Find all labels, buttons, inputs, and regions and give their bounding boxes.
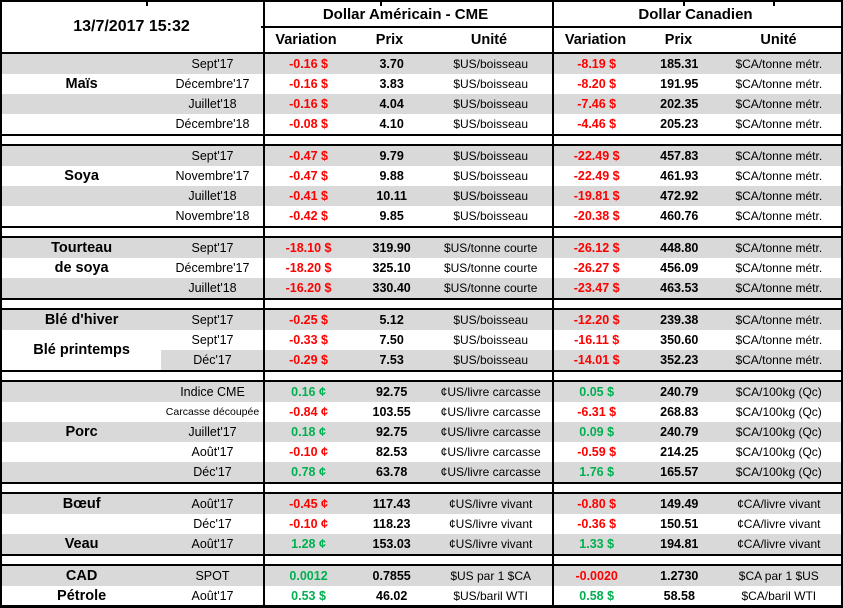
table-row [2, 114, 841, 134]
us-unit-column-header: Unité [470, 32, 508, 48]
ca-unit: $CA/tonne métr. [735, 77, 823, 91]
ca-unit: $CA/tonne métr. [735, 313, 823, 327]
ca-price: 1.2730 [660, 568, 699, 583]
table-row [2, 586, 841, 606]
us-price: 319.90 [372, 240, 411, 255]
us-price: 9.85 [379, 208, 404, 223]
ca-price: 460.76 [660, 208, 699, 223]
contract-month: Sept'17 [191, 240, 234, 255]
table-row [2, 94, 841, 114]
commodity-label: Veau [64, 535, 99, 552]
us-variation: -16.20 $ [285, 280, 332, 295]
ca-price: 149.49 [660, 496, 699, 511]
ca-unit: $CA/baril WTI [741, 589, 817, 603]
ca-variation: -4.46 $ [577, 116, 617, 131]
ca-unit: $CA/tonne métr. [735, 241, 823, 255]
table-row [2, 258, 841, 278]
commodity-label [2, 94, 161, 114]
us-variation: -0.16 $ [289, 96, 328, 111]
ca-variation: -26.27 $ [573, 260, 620, 275]
us-variation: -0.08 $ [289, 116, 328, 131]
commodity-label: Blé d'hiver [44, 311, 119, 328]
ca-price: 239.38 [660, 312, 699, 327]
us-variation: 0.18 ¢ [291, 424, 326, 439]
ca-variation: -26.12 $ [573, 240, 620, 255]
commodity-label [2, 186, 161, 206]
us-dollar-section-header [261, 2, 550, 52]
ca-price: 463.53 [660, 280, 699, 295]
commodity-label [2, 462, 161, 482]
us-unit: $US/boisseau [453, 169, 529, 183]
ca-unit: $CA/tonne métr. [735, 189, 823, 203]
ca-variation: 0.58 $ [579, 588, 615, 603]
us-variation: -0.41 $ [289, 188, 328, 203]
us-price: 5.12 [379, 312, 404, 327]
table-row [2, 310, 841, 330]
contract-month: Déc'17 [193, 464, 232, 479]
us-variation: -0.33 $ [289, 332, 328, 347]
us-variation: 0.78 ¢ [291, 464, 326, 479]
us-price: 0.7855 [372, 568, 411, 583]
us-variation: -0.10 ¢ [289, 444, 328, 459]
us-price: 92.75 [376, 384, 408, 399]
table-row [2, 330, 841, 358]
commodity-group [2, 494, 841, 554]
ca-variation: -8.20 $ [577, 76, 617, 91]
ca-price: 165.57 [660, 464, 699, 479]
us-variation: -0.29 $ [289, 352, 328, 367]
commodity-group [2, 146, 841, 226]
ca-price: 150.51 [660, 516, 699, 531]
ca-price: 350.60 [660, 332, 699, 347]
contract-month: Sept'17 [191, 56, 234, 71]
us-price: 153.03 [372, 536, 411, 551]
commodity-label [2, 382, 161, 402]
ca-price: 194.81 [660, 536, 699, 551]
table-row [2, 422, 841, 442]
group-separator [2, 482, 841, 494]
us-price: 4.10 [379, 116, 404, 131]
us-price: 82.53 [376, 444, 408, 459]
ca-variation: -7.46 $ [577, 96, 617, 111]
contract-month: Novembre'18 [175, 208, 250, 223]
table-row [2, 186, 841, 206]
us-variation: 0.53 $ [291, 588, 326, 603]
ca-price: 457.83 [660, 148, 699, 163]
us-unit: $US/boisseau [453, 149, 529, 163]
ca-variation: -12.20 $ [573, 312, 620, 327]
us-unit: $US/tonne courte [443, 241, 538, 255]
us-price: 118.23 [372, 516, 411, 531]
ca-unit: $CA/tonne métr. [735, 149, 823, 163]
us-variation: -0.47 $ [289, 148, 328, 163]
group-separator [2, 554, 841, 566]
commodity-label: Blé printemps [33, 341, 130, 358]
us-unit: ¢US/livre carcasse [440, 385, 541, 399]
commodity-label [2, 206, 161, 226]
contract-month: Décembre'18 [175, 116, 250, 131]
us-unit: $US/boisseau [453, 189, 529, 203]
us-price: 46.02 [376, 588, 408, 603]
contract-month: Décembre'17 [175, 260, 250, 275]
table-row [2, 238, 841, 258]
ca-variation: -16.11 $ [574, 332, 620, 347]
table-row [2, 442, 841, 462]
us-price: 4.04 [379, 96, 404, 111]
contract-month: Déc'17 [193, 516, 232, 531]
us-price: 3.83 [379, 76, 404, 91]
ca-unit-column-header: Unité [760, 32, 797, 48]
commodity-label: de soya [54, 259, 109, 276]
us-unit: ¢US/livre vivant [448, 537, 533, 551]
us-unit: ¢US/livre carcasse [440, 425, 541, 439]
table-row [2, 54, 841, 74]
commodity-label [2, 442, 161, 462]
ca-price: 214.25 [660, 444, 699, 459]
ca-price: 240.79 [660, 384, 699, 399]
ca-unit: $CA/tonne métr. [735, 57, 823, 71]
commodity-group [2, 566, 841, 606]
us-variation: -0.84 ¢ [289, 404, 328, 419]
section-divider [552, 2, 554, 605]
contract-month: Décembre'17 [175, 76, 250, 91]
table-row [2, 382, 841, 402]
ca-variation: 1.76 $ [579, 464, 615, 479]
ca-unit: $CA/100kg (Qc) [735, 385, 822, 399]
contract-month: Août'17 [191, 496, 234, 511]
table-row [2, 206, 841, 226]
ca-variation: -6.31 $ [577, 404, 617, 419]
ca-variation: -0.80 $ [577, 496, 617, 511]
us-price: 117.43 [372, 496, 411, 511]
us-variation: -0.45 ¢ [289, 496, 328, 511]
us-price: 7.50 [379, 332, 404, 347]
ca-variation: 0.09 $ [579, 424, 615, 439]
ca-price: 185.31 [660, 56, 699, 71]
ca-variation: -19.81 $ [573, 188, 620, 203]
us-unit: $US/baril WTI [453, 589, 529, 603]
us-unit: ¢US/livre carcasse [440, 465, 541, 479]
us-variation: -0.42 $ [289, 208, 328, 223]
us-price-column-header: Prix [375, 32, 404, 48]
ca-unit: $CA/tonne métr. [735, 117, 823, 131]
table-row [2, 146, 841, 166]
ca-unit: $CA/100kg (Qc) [735, 445, 822, 459]
ca-unit: $CA/tonne métr. [735, 281, 823, 295]
us-price: 7.53 [379, 352, 404, 367]
report-timestamp: 13/7/2017 15:32 [73, 18, 190, 35]
contract-month: Août'17 [191, 588, 234, 603]
us-unit: $US/boisseau [453, 57, 529, 71]
contract-month: Novembre'17 [175, 168, 250, 183]
ca-variation: -23.47 $ [573, 280, 620, 295]
table-row [2, 278, 841, 298]
us-unit: $US/boisseau [453, 117, 529, 131]
us-unit: ¢US/livre carcasse [440, 405, 541, 419]
contract-month: SPOT [195, 568, 230, 583]
contract-month: Juillet'18 [188, 96, 237, 111]
us-unit: $US/tonne courte [443, 281, 538, 295]
table-row [2, 462, 841, 482]
us-price: 9.88 [379, 168, 404, 183]
us-variation-column-header: Variation [275, 32, 337, 48]
us-dollar-title: Dollar Américain - CME [261, 2, 550, 28]
us-variation: -18.20 $ [285, 260, 332, 275]
ca-variation: -22.49 $ [573, 148, 620, 163]
ca-variation: -0.0020 [575, 568, 618, 583]
table-row [2, 402, 841, 422]
us-variation: 0.0012 [289, 568, 328, 583]
ca-price: 240.79 [660, 424, 699, 439]
commodity-label: Tourteau [51, 239, 113, 256]
us-price: 325.10 [372, 260, 411, 275]
commodity-label [2, 146, 161, 166]
commodity-label [2, 278, 161, 298]
us-unit: $US/tonne courte [443, 261, 538, 275]
ca-unit: $CA/tonne métr. [735, 209, 823, 223]
ca-price: 58.58 [663, 588, 695, 603]
gridline-tick [380, 2, 382, 6]
commodity-group [2, 310, 841, 370]
ca-price: 352.23 [660, 352, 699, 367]
ca-variation: -0.36 $ [577, 516, 617, 531]
ca-variation: -14.01 $ [573, 352, 620, 367]
commodity-label: Maïs [65, 75, 98, 92]
table-row [2, 514, 841, 534]
table-row [2, 74, 841, 94]
ca-unit: ¢CA/livre vivant [737, 537, 821, 551]
us-price: 92.75 [376, 424, 408, 439]
contract-month: Août'17 [191, 444, 234, 459]
contract-month: Juillet'17 [188, 424, 237, 439]
us-price: 103.55 [372, 404, 411, 419]
ca-dollar-section-header [550, 2, 841, 52]
ca-unit: ¢CA/livre vivant [737, 517, 821, 531]
ca-unit: $CA/100kg (Qc) [735, 405, 822, 419]
commodity-label: Bœuf [62, 495, 101, 512]
table-row [2, 534, 841, 554]
table-row [2, 166, 841, 186]
us-unit: $US/boisseau [453, 313, 529, 327]
ca-unit: $CA/tonne métr. [735, 333, 823, 347]
ca-unit: $CA/100kg (Qc) [735, 465, 822, 479]
us-unit: $US/boisseau [453, 209, 529, 223]
gridline-tick [683, 2, 685, 6]
commodity-label: Pétrole [57, 587, 107, 604]
contract-month: Sept'17 [191, 332, 234, 347]
contract-month: Juillet'18 [188, 280, 237, 295]
us-price: 63.78 [376, 464, 408, 479]
us-unit: $US/boisseau [453, 97, 529, 111]
ca-price-column-header: Prix [664, 32, 693, 48]
us-variation: 1.28 ¢ [291, 536, 326, 551]
contract-month: Sept'17 [191, 148, 234, 163]
ca-unit: $CA/100kg (Qc) [735, 425, 822, 439]
ca-price: 456.09 [660, 260, 699, 275]
us-variation: -0.16 $ [289, 56, 328, 71]
us-variation: -0.47 $ [289, 168, 328, 183]
us-variation: -0.25 $ [289, 312, 328, 327]
ca-unit: $CA/tonne métr. [735, 353, 823, 367]
table-body [2, 54, 841, 606]
ca-variation: -8.19 $ [577, 56, 617, 71]
us-unit: $US/boisseau [453, 77, 529, 91]
commodity-label [2, 514, 161, 534]
commodity-group [2, 382, 841, 482]
commodity-label: Soya [64, 167, 99, 184]
section-divider [263, 2, 265, 605]
us-variation: -0.16 $ [289, 76, 328, 91]
ca-unit: $CA par 1 $US [738, 569, 819, 583]
ca-variation-column-header: Variation [564, 32, 627, 48]
commodity-label: CAD [65, 567, 98, 584]
us-unit: ¢US/livre carcasse [440, 445, 541, 459]
ca-price: 448.80 [660, 240, 699, 255]
us-unit: ¢US/livre vivant [448, 517, 533, 531]
ca-unit: $CA/tonne métr. [735, 97, 823, 111]
contract-month: Indice CME [180, 384, 245, 399]
ca-variation: 0.05 $ [579, 384, 615, 399]
us-price: 10.11 [376, 188, 407, 203]
group-separator [2, 226, 841, 238]
commodity-label [2, 114, 161, 134]
gridline-tick [146, 2, 148, 6]
commodity-label: Porc [65, 423, 98, 440]
ca-price: 191.95 [660, 76, 699, 91]
ca-unit: $CA/tonne métr. [735, 261, 823, 275]
contract-month: Août'17 [191, 536, 234, 551]
ca-price: 205.23 [660, 116, 699, 131]
table-row [2, 566, 841, 586]
ca-variation: -0.59 $ [577, 444, 617, 459]
ca-price: 461.93 [660, 168, 699, 183]
commodity-label [2, 402, 161, 422]
us-price: 3.70 [379, 56, 404, 71]
ca-variation: -20.38 $ [573, 208, 620, 223]
us-unit: $US/boisseau [453, 353, 529, 367]
ca-unit: $CA/tonne métr. [735, 169, 823, 183]
table-row [2, 494, 841, 514]
us-unit: $US/boisseau [453, 333, 529, 347]
contract-month: Déc'17 [193, 352, 232, 367]
gridline-tick [773, 2, 775, 6]
commodity-group [2, 238, 841, 298]
us-price: 9.79 [379, 148, 404, 163]
ca-dollar-title: Dollar Canadien [550, 2, 841, 28]
ca-variation: 1.33 $ [579, 536, 615, 551]
us-unit: $US par 1 $CA [450, 569, 532, 583]
ca-price: 472.92 [660, 188, 699, 203]
commodity-group [2, 54, 841, 134]
contract-month: Carcasse découpée [165, 405, 260, 418]
group-separator [2, 370, 841, 382]
us-variation: -18.10 $ [285, 240, 332, 255]
us-variation: -0.10 ¢ [289, 516, 328, 531]
contract-month: Sept'17 [191, 312, 234, 327]
ca-variation: -22.49 $ [573, 168, 620, 183]
contract-month: Juillet'18 [188, 188, 237, 203]
group-separator [2, 298, 841, 310]
table-header [2, 2, 841, 54]
commodity-label [2, 54, 161, 74]
us-unit: ¢US/livre vivant [448, 497, 533, 511]
ca-unit: ¢CA/livre vivant [737, 497, 821, 511]
us-variation: 0.16 ¢ [291, 384, 326, 399]
ca-price: 202.35 [660, 96, 699, 111]
us-price: 330.40 [372, 280, 411, 295]
group-separator [2, 134, 841, 146]
ca-price: 268.83 [660, 404, 699, 419]
